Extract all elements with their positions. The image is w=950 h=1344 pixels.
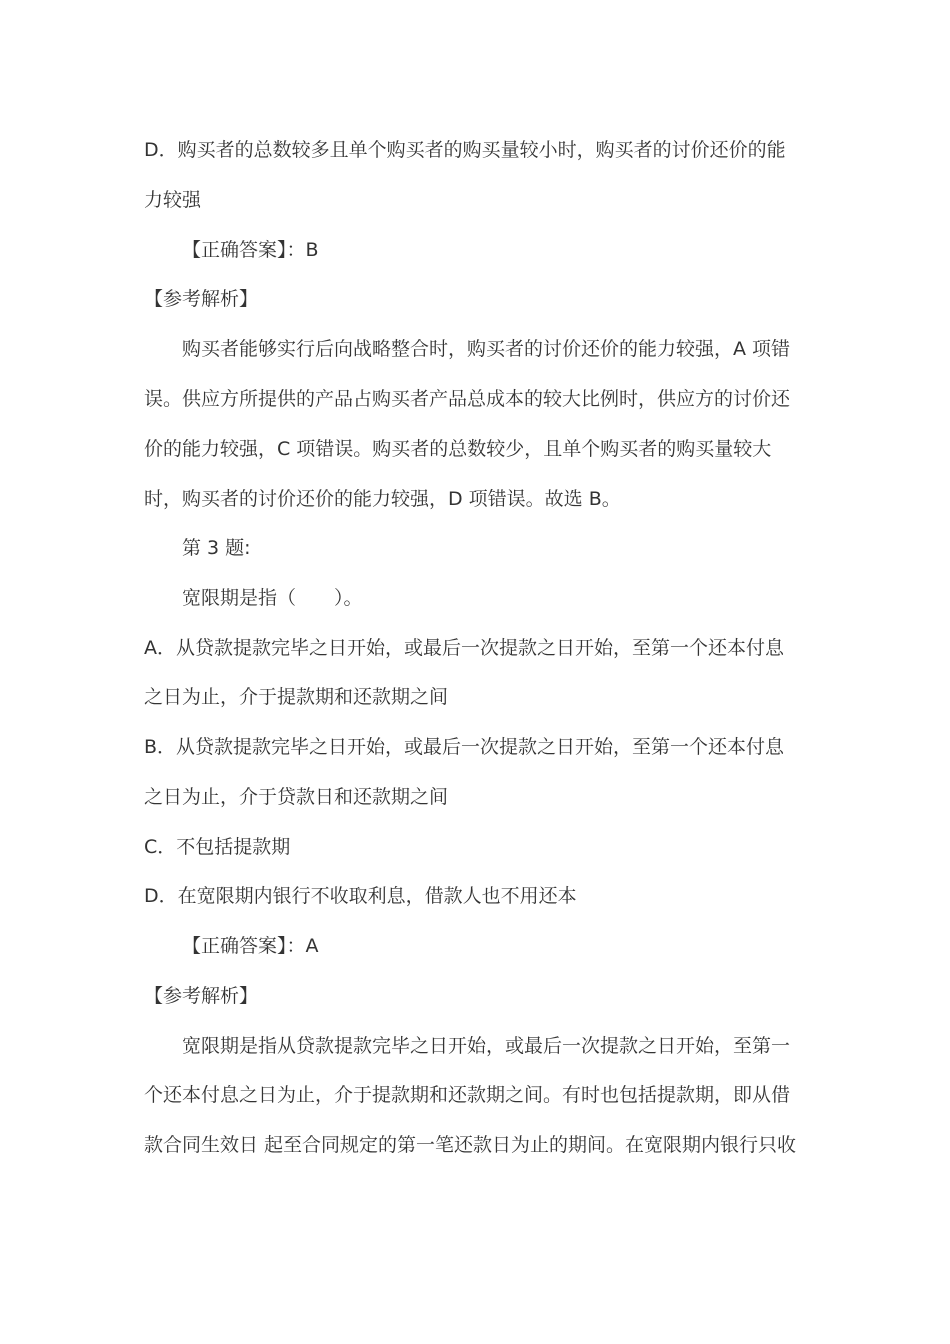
option-b-line-1: B．从贷款提款完毕之日开始，或最后一次提款之日开始，至第一个还本付息 bbox=[144, 736, 785, 758]
option-a-line-1: A．从贷款提款完毕之日开始，或最后一次提款之日开始，至第一个还本付息 bbox=[144, 637, 784, 659]
analysis-2-line-3: 款合同生效日 起至合同规定的第一笔还款日为止的期间。在宽限期内银行只收 bbox=[144, 1134, 797, 1156]
analysis-1-line-1: 购买者能够实行后向战略整合时，购买者的讨价还价的能力较强，A 项错 bbox=[182, 338, 791, 360]
option-d-line-1: D．购买者的总数较多且单个购买者的购买量较小时，购买者的讨价还价的能 bbox=[144, 139, 786, 161]
analysis-2-line-1: 宽限期是指从贷款提款完毕之日开始，或最后一次提款之日开始，至第一 bbox=[182, 1035, 791, 1057]
option-b-line-2: 之日为止，介于贷款日和还款期之间 bbox=[144, 786, 449, 808]
analysis-1-line-2: 误。供应方所提供的产品占购买者产品总成本的较大比例时，供应方的讨价还 bbox=[144, 388, 791, 410]
question-number: 第 3 题: bbox=[182, 537, 251, 559]
option-a-line-2: 之日为止，介于提款期和还款期之间 bbox=[144, 686, 449, 708]
analysis-1-line-3: 价的能力较强，C 项错误。购买者的总数较少，且单个购买者的购买量较大 bbox=[144, 438, 772, 460]
correct-answer-2: 【正确答案】：A bbox=[182, 935, 319, 957]
analysis-2-line-2: 个还本付息之日为止，介于提款期和还款期之间。有时也包括提款期，即从借 bbox=[144, 1084, 791, 1106]
option-d: D．在宽限期内银行不收取利息，借款人也不用还本 bbox=[144, 885, 577, 907]
analysis-1-line-4: 时，购买者的讨价还价的能力较强，D 项错误。故选 B。 bbox=[144, 488, 621, 510]
analysis-heading-1: 【参考解析】 bbox=[144, 288, 259, 310]
option-d-line-2: 力较强 bbox=[144, 189, 202, 211]
question-stem: 宽限期是指（ ）。 bbox=[182, 587, 363, 609]
analysis-heading-2: 【参考解析】 bbox=[144, 985, 259, 1007]
correct-answer-1: 【正确答案】：B bbox=[182, 239, 319, 261]
option-c: C．不包括提款期 bbox=[144, 836, 291, 858]
